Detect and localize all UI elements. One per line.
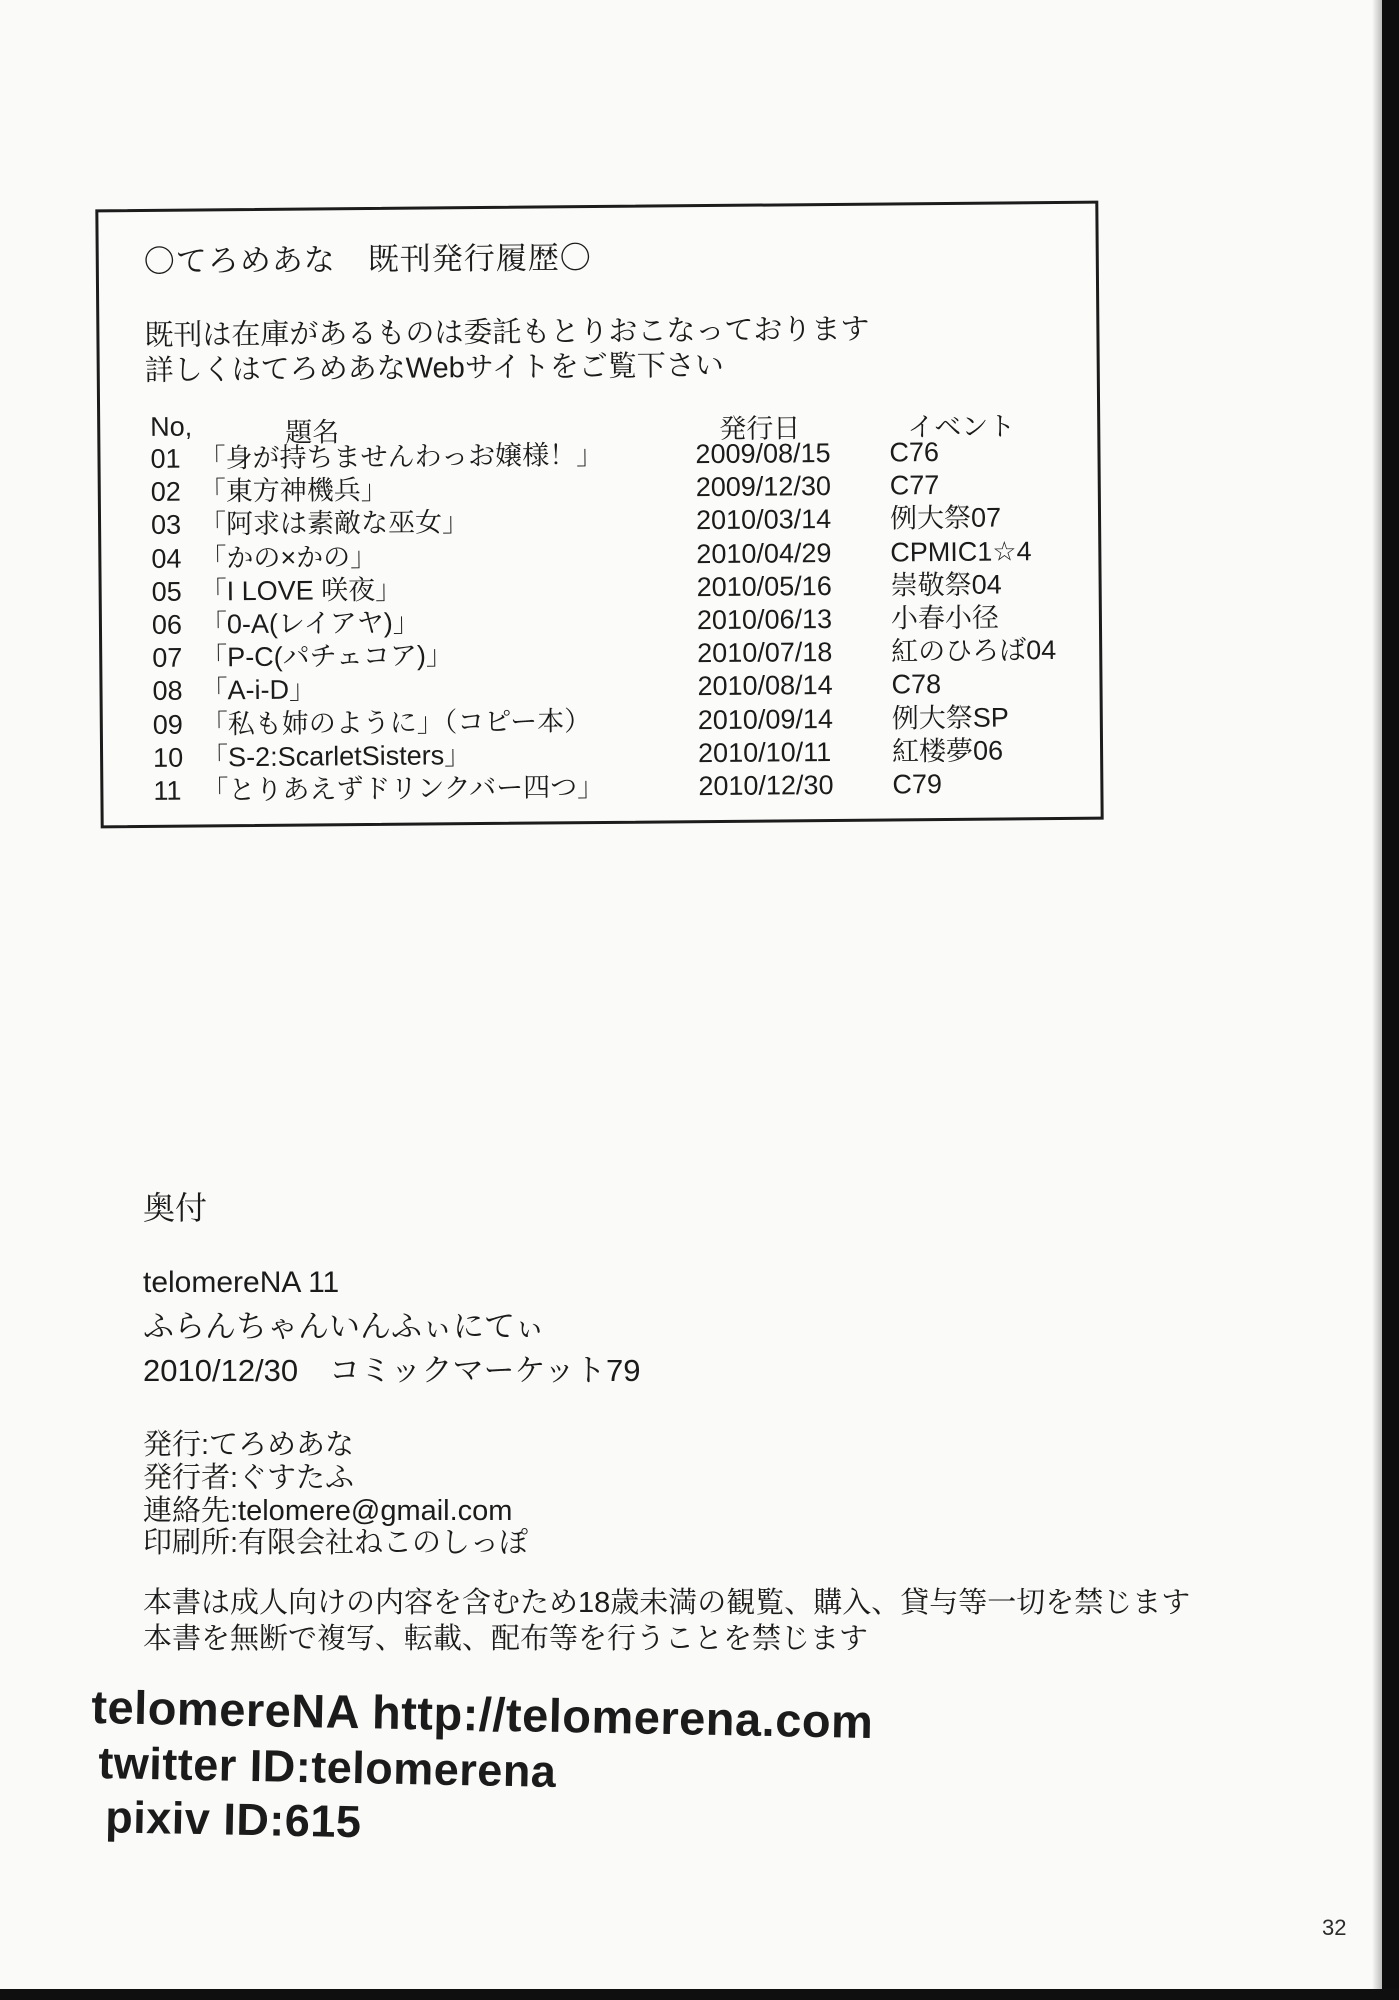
- row-event: 紅楼夢06: [891, 735, 1004, 767]
- row-title: 「とりあえずドリンクバー四つ」: [201, 771, 605, 806]
- row-date: 2010/03/14: [695, 504, 832, 536]
- row-date: 2010/08/14: [697, 670, 833, 702]
- footer-links-block: [89, 1678, 874, 1859]
- history-box-title: 〇てろめあな 既刊発行履歴〇: [143, 240, 592, 279]
- row-no: 05: [151, 576, 182, 607]
- row-no: 08: [152, 675, 183, 707]
- twitter-id: twitter ID:telomerena: [97, 1737, 557, 1797]
- history-note-line1: 既刊は在庫があるものは委託もとりおこなっております: [144, 313, 870, 352]
- row-no: 06: [151, 609, 183, 640]
- scan-edge-bottom: [0, 1989, 1399, 2000]
- history-note-line2: 詳しくはてろめあなWebサイトをご覧下さい: [144, 349, 724, 387]
- colophon-contact-email: 連絡先:telomere@gmail.com: [143, 1495, 513, 1527]
- colophon-heading: 奥付: [143, 1190, 208, 1226]
- colophon-book-title: ふらんちゃんいんふぃにてぃ: [143, 1309, 546, 1344]
- row-event: C76: [889, 437, 940, 468]
- row-date: 2010/07/18: [697, 637, 833, 669]
- adult-content-warning: 本書は成人向けの内容を含むため18歳未満の観覧、購入、貸与等一切を禁じます: [143, 1587, 1191, 1619]
- colophon-publisher: 発行:てろめあな: [143, 1429, 355, 1461]
- column-header-date: 発行日: [719, 413, 801, 444]
- column-header-event: イベント: [907, 411, 1016, 443]
- history-table: [150, 435, 1073, 808]
- row-event: 崇敬祭04: [890, 569, 1002, 601]
- row-title: 「S-2:ScarletSisters」: [200, 739, 472, 773]
- row-date: 2010/05/16: [696, 570, 832, 602]
- row-event: C79: [892, 768, 943, 800]
- scan-edge-right: [1382, 0, 1399, 2000]
- copyright-warning: 本書を無断で複写、転載、配布等を行うことを禁じます: [143, 1623, 869, 1655]
- row-title: 「身が持ちませんわっお嬢様！」: [198, 439, 604, 474]
- row-event: C78: [891, 669, 942, 700]
- row-no: 09: [152, 709, 183, 740]
- row-title: 「I LOVE 咲夜」: [199, 574, 403, 607]
- row-no: 04: [151, 543, 182, 574]
- row-date: 2009/12/30: [695, 471, 832, 503]
- pixiv-id: pixiv ID:615: [104, 1791, 362, 1848]
- website-url: telomereNA http://telomerena.com: [90, 1679, 874, 1749]
- column-header-no: No,: [150, 411, 193, 442]
- row-title: 「東方神機兵」: [198, 475, 388, 507]
- row-event: C77: [889, 470, 940, 501]
- row-event: 紅のひろば04: [891, 635, 1057, 667]
- row-title: 「かの×かの」: [199, 541, 378, 574]
- row-title: 「P-C(パチェコア)」: [200, 640, 454, 673]
- row-title: 「阿求は素敵な巫女」: [198, 507, 470, 540]
- column-header-title: 題名: [285, 417, 340, 448]
- row-date: 2010/10/11: [697, 736, 832, 768]
- row-event: 例大祭07: [889, 502, 1002, 534]
- row-title: 「0-A(レイアヤ)」: [199, 607, 420, 640]
- row-date: 2009/08/15: [695, 437, 831, 470]
- row-event: 例大祭SP: [891, 701, 1009, 733]
- row-event: CPMIC1☆4: [890, 535, 1032, 568]
- row-date: 2010/04/29: [696, 537, 832, 569]
- row-no: 11: [153, 775, 182, 806]
- row-title: 「A-i-D」: [200, 674, 317, 706]
- colophon-series-title: telomereNA 11: [143, 1266, 340, 1299]
- row-no: 07: [152, 642, 183, 674]
- row-no: 01: [150, 443, 181, 474]
- colophon-printer: 印刷所:有限会社ねこのしっぽ: [143, 1527, 529, 1559]
- row-no: 10: [152, 742, 184, 773]
- row-date: 2010/09/14: [697, 703, 834, 735]
- row-no: 02: [150, 476, 181, 508]
- row-date: 2010/06/13: [696, 603, 833, 636]
- row-title: 「私も姉のように」（コピー本）: [200, 705, 592, 739]
- page-number: 32: [1322, 1915, 1347, 1940]
- publication-history-box: [95, 201, 1103, 829]
- colophon-author: 発行者:ぐすたふ: [143, 1462, 355, 1494]
- scan-shadow-right: [1372, 0, 1382, 2000]
- row-event: 小春小径: [890, 602, 1000, 634]
- table-row: [153, 767, 1073, 808]
- colophon-release-info: 2010/12/30 コミックマーケット79: [143, 1353, 641, 1388]
- row-date: 2010/12/30: [698, 769, 834, 802]
- row-no: 03: [150, 510, 182, 541]
